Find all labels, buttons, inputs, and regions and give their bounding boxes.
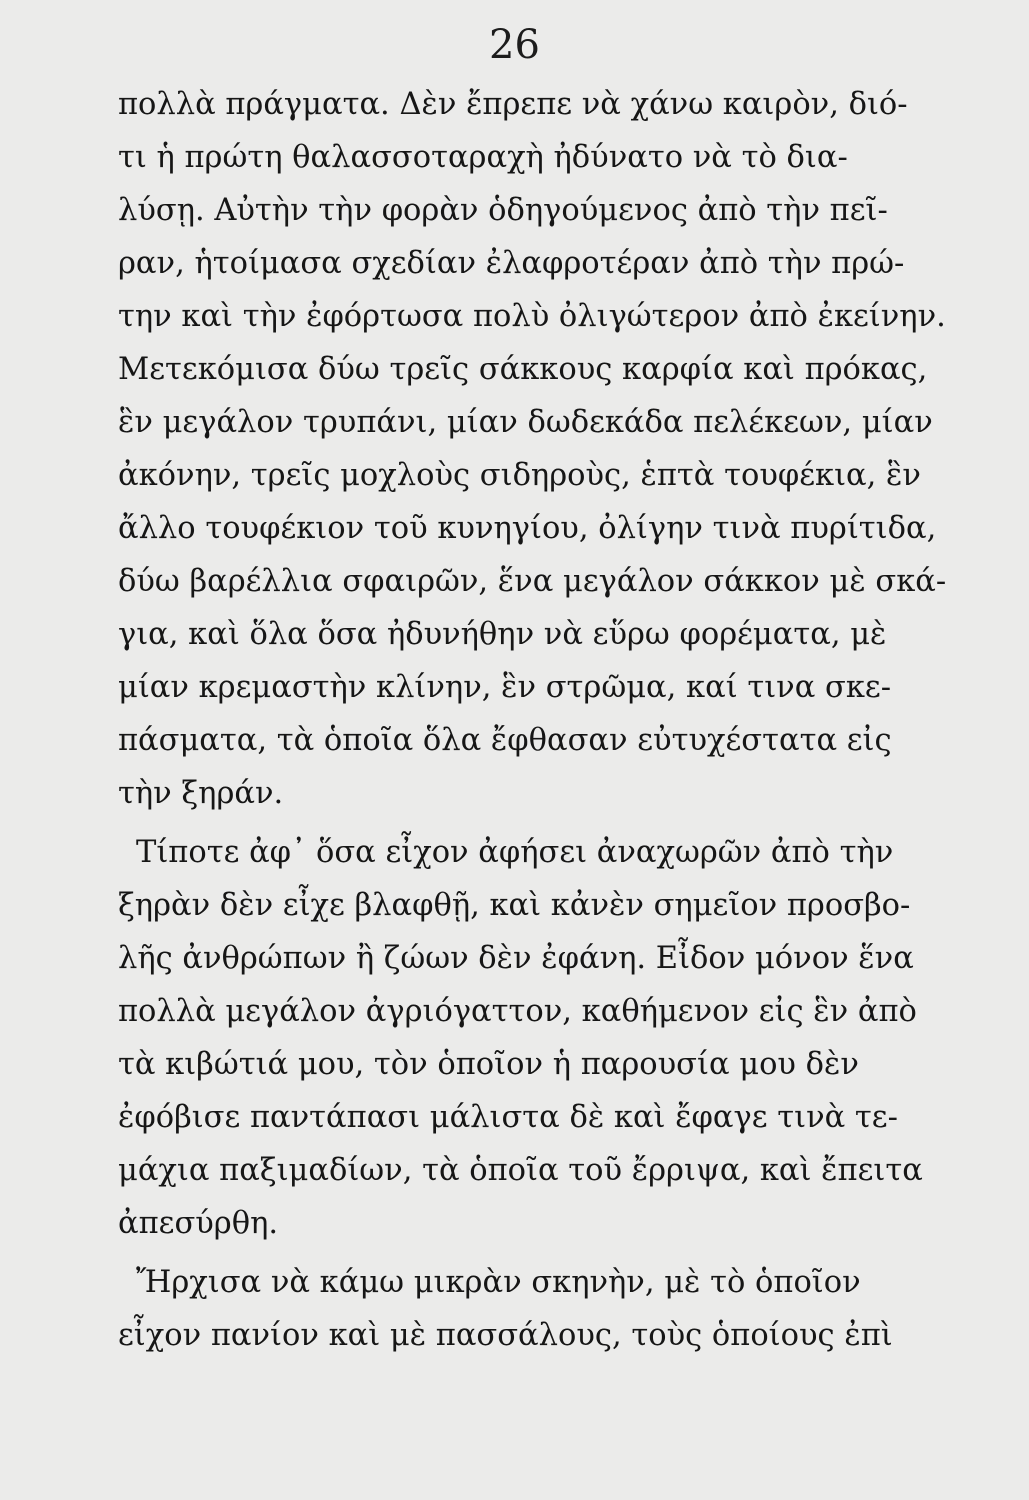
text-line: ἀκόνην, τρεῖς μοχλοὺς σιδηροὺς, ἑπτὰ τουφέκια, ἓν <box>118 458 921 493</box>
paragraph-start-line: Τίποτε ἀφ᾽ ὅσα εἶχον ἀφήσει ἀναχωρῶν ἀπὸ τὴν <box>136 835 894 870</box>
paragraph-start-line: Ἤρχισα νὰ κάμω μικρὰν σκηνὴν, μὲ τὸ ὁποῖον <box>136 1265 861 1300</box>
text-line: για, καὶ ὅλα ὅσα ἠδυνήθην νὰ εὕρω φορέματα, μὲ <box>118 617 887 652</box>
text-line: ἓν μεγάλον τρυπάνι, μίαν δωδεκάδα πελέκεων, μίαν <box>118 405 933 440</box>
text-line: λῆς ἀνθρώπων ἢ ζώων δὲν ἐφάνη. Εἶδον μόνον ἕνα <box>118 941 914 976</box>
text-line: λύσῃ. Αὐτὴν τὴν φορὰν ὁδηγούμενος ἀπὸ τὴν πεῖ- <box>118 193 888 228</box>
text-line: Μετεκόμισα δύω τρεῖς σάκκους καρφία καὶ πρόκας, <box>118 352 928 387</box>
text-line: την καὶ τὴν ἐφόρτωσα πολὺ ὀλιγώτερον ἀπὸ ἐκείνην. <box>118 299 946 334</box>
text-line: μάχια παξιμαδίων, τὰ ὁποῖα τοῦ ἔρριψα, καὶ ἔπειτα <box>118 1153 923 1188</box>
text-line: πολλὰ πράγματα. Δὲν ἔπρεπε νὰ χάνω καιρὸν, διό- <box>118 87 908 122</box>
text-line: ραν, ἡτοίμασα σχεδίαν ἐλαφροτέραν ἀπὸ τὴν πρώ- <box>118 246 905 281</box>
text-line: μίαν κρεμαστὴν κλίνην, ἓν στρῶμα, καί τινα σκε- <box>118 670 891 705</box>
text-line: πολλὰ μεγάλον ἀγριόγαττον, καθήμενον εἰς ἓν ἀπὸ <box>118 994 917 1029</box>
page-number: 26 <box>489 22 540 68</box>
text-line: εἶχον πανίον καὶ μὲ πασσάλους, τοὺς ὁποίους ἐπὶ <box>118 1318 893 1353</box>
text-line: πάσματα, τὰ ὁποῖα ὅλα ἔφθασαν εὐτυχέστατα εἰς <box>118 723 892 758</box>
text-line: τι ἡ πρώτη θαλασσοταραχὴ ἠδύνατο νὰ τὸ δια- <box>118 140 848 175</box>
text-line: ξηρὰν δὲν εἶχε βλαφθῇ, καὶ κἀνὲν σημεῖον προσβο- <box>118 888 911 923</box>
text-line: τὴν ξηράν. <box>118 776 284 811</box>
text-line: ἀπεσύρθη. <box>118 1206 279 1241</box>
text-line: ἄλλο τουφέκιον τοῦ κυνηγίου, ὀλίγην τινὰ πυρίτιδα, <box>118 511 937 546</box>
text-line: δύω βαρέλλια σφαιρῶν, ἕνα μεγάλον σάκκον μὲ σκά- <box>118 564 947 599</box>
text-line: ἐφόβισε παντάπασι μάλιστα δὲ καὶ ἔφαγε τινὰ τε- <box>118 1100 898 1135</box>
text-line: τὰ κιβώτιά μου, τὸν ὁποῖον ἡ παρουσία μου δὲν <box>118 1047 859 1082</box>
